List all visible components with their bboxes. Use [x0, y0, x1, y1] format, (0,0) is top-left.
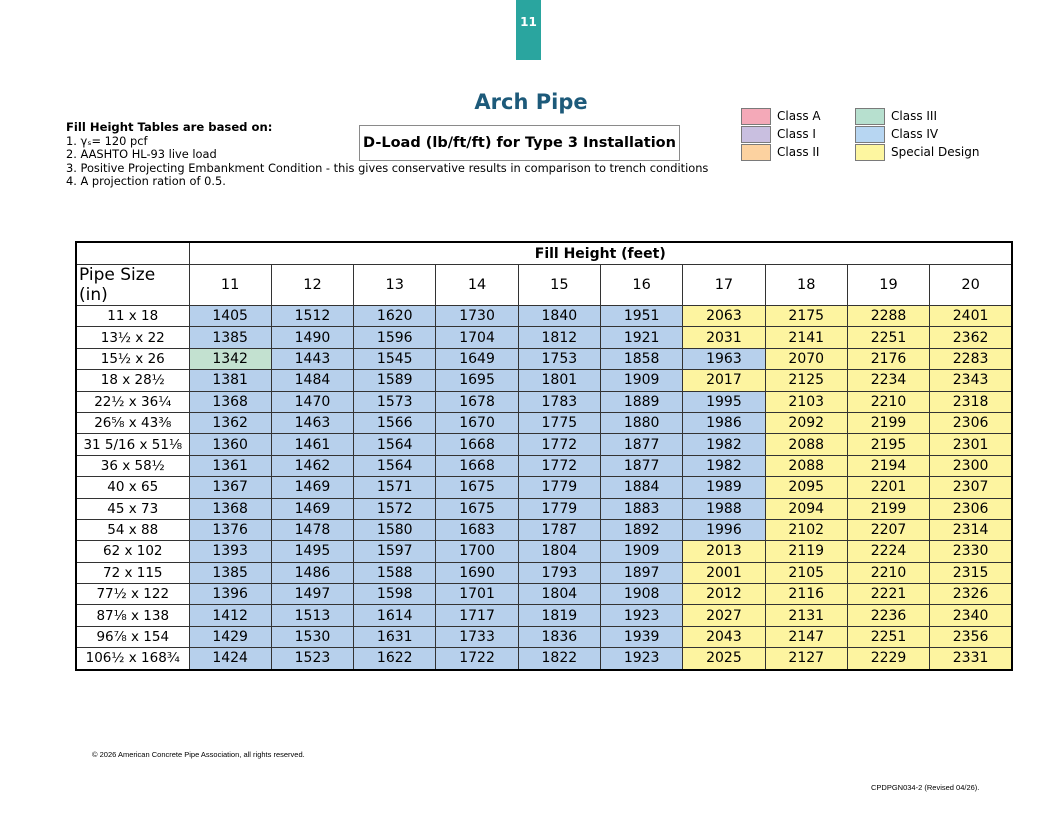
column-header: 15 — [518, 265, 600, 306]
dload-value-cell: 1495 — [271, 541, 353, 562]
legend-swatch — [855, 126, 885, 143]
dload-value-cell: 2326 — [930, 584, 1012, 605]
dload-value-cell: 2176 — [847, 348, 929, 369]
dload-value-cell: 1678 — [436, 391, 518, 412]
dload-value-cell: 2105 — [765, 562, 847, 583]
dload-value-cell: 2330 — [930, 541, 1012, 562]
dload-value-cell: 1892 — [600, 519, 682, 540]
dload-value-cell: 1631 — [354, 626, 436, 647]
dload-value-cell: 1362 — [189, 412, 271, 433]
dload-value-cell: 1939 — [600, 626, 682, 647]
pipe-size-cell: 31 5/16 x 51⅛ — [76, 434, 189, 455]
dload-value-cell: 1877 — [600, 434, 682, 455]
dload-value-cell: 1675 — [436, 498, 518, 519]
dload-value-cell: 2195 — [847, 434, 929, 455]
dload-value-cell: 1396 — [189, 584, 271, 605]
table-row — [76, 519, 1012, 540]
dload-value-cell: 1787 — [518, 519, 600, 540]
dload-value-cell: 1819 — [518, 605, 600, 626]
dload-value-cell: 2175 — [765, 306, 847, 327]
dload-value-cell: 1580 — [354, 519, 436, 540]
dload-value-cell: 1622 — [354, 648, 436, 670]
dload-value-cell: 2210 — [847, 391, 929, 412]
dload-value-cell: 1772 — [518, 434, 600, 455]
table-row — [76, 648, 1012, 670]
legend-swatch — [741, 108, 771, 125]
dload-value-cell: 1463 — [271, 412, 353, 433]
dload-value-cell: 2116 — [765, 584, 847, 605]
dload-value-cell: 1951 — [600, 306, 682, 327]
copyright-footer: © 2026 American Concrete Pipe Association, all rights reserved. — [92, 750, 305, 759]
dload-value-cell: 2300 — [930, 455, 1012, 476]
dload-value-cell: 1753 — [518, 348, 600, 369]
dload-value-cell: 2331 — [930, 648, 1012, 670]
dload-value-cell: 1775 — [518, 412, 600, 433]
dload-value-cell: 2025 — [683, 648, 765, 670]
dload-value-cell: 1376 — [189, 519, 271, 540]
column-header: 17 — [683, 265, 765, 306]
dload-value-cell: 2288 — [847, 306, 929, 327]
dload-value-cell: 2103 — [765, 391, 847, 412]
note-item: 4. A projection ration of 0.5. — [66, 173, 226, 188]
table-row — [76, 498, 1012, 519]
dload-value-cell: 1670 — [436, 412, 518, 433]
dload-value-cell: 1412 — [189, 605, 271, 626]
dload-value-cell: 1564 — [354, 434, 436, 455]
dload-value-cell: 1649 — [436, 348, 518, 369]
dload-value-cell: 1443 — [271, 348, 353, 369]
table-row — [76, 348, 1012, 369]
dload-value-cell: 2283 — [930, 348, 1012, 369]
dload-value-cell: 1683 — [436, 519, 518, 540]
legend-swatch — [855, 144, 885, 161]
dload-value-cell: 1342 — [189, 348, 271, 369]
dload-value-cell: 2236 — [847, 605, 929, 626]
dload-value-cell: 1908 — [600, 584, 682, 605]
dload-value-cell: 2318 — [930, 391, 1012, 412]
dload-value-cell: 1923 — [600, 605, 682, 626]
dload-value-cell: 1393 — [189, 541, 271, 562]
dload-value-cell: 2017 — [683, 370, 765, 391]
dload-value-cell: 2147 — [765, 626, 847, 647]
pipe-size-cell: 15½ x 26 — [76, 348, 189, 369]
dload-value-cell: 2306 — [930, 498, 1012, 519]
dload-value-cell: 2131 — [765, 605, 847, 626]
legend-swatch — [741, 144, 771, 161]
pipe-size-cell: 96⅞ x 154 — [76, 626, 189, 647]
dload-value-cell: 1513 — [271, 605, 353, 626]
pipe-size-cell: 87⅛ x 138 — [76, 605, 189, 626]
dload-value-cell: 2119 — [765, 541, 847, 562]
dload-value-cell: 1700 — [436, 541, 518, 562]
table-row — [76, 455, 1012, 476]
dload-value-cell: 2251 — [847, 327, 929, 348]
dload-value-cell: 2092 — [765, 412, 847, 433]
pipe-size-cell: 22½ x 36¼ — [76, 391, 189, 412]
dload-value-cell: 1385 — [189, 562, 271, 583]
dload-value-cell: 1668 — [436, 455, 518, 476]
column-header: 18 — [765, 265, 847, 306]
dload-value-cell: 1361 — [189, 455, 271, 476]
dload-value-cell: 1360 — [189, 434, 271, 455]
legend-label: Class I — [777, 127, 816, 141]
dload-value-cell: 2314 — [930, 519, 1012, 540]
dload-value-cell: 2127 — [765, 648, 847, 670]
dload-value-cell: 1982 — [683, 434, 765, 455]
dload-value-cell: 1883 — [600, 498, 682, 519]
dload-value-cell: 1530 — [271, 626, 353, 647]
dload-value-cell: 1572 — [354, 498, 436, 519]
dload-value-cell: 1909 — [600, 541, 682, 562]
dload-value-cell: 1469 — [271, 498, 353, 519]
dload-value-cell: 1722 — [436, 648, 518, 670]
dload-value-cell: 2063 — [683, 306, 765, 327]
column-header: 16 — [600, 265, 682, 306]
dload-value-cell: 2102 — [765, 519, 847, 540]
legend-label: Special Design — [891, 145, 980, 159]
dload-value-cell: 1858 — [600, 348, 682, 369]
dload-value-cell: 1989 — [683, 477, 765, 498]
dload-value-cell: 1614 — [354, 605, 436, 626]
dload-value-cell: 1988 — [683, 498, 765, 519]
pipe-size-cell: 77½ x 122 — [76, 584, 189, 605]
column-header: 12 — [271, 265, 353, 306]
dload-value-cell: 1589 — [354, 370, 436, 391]
dload-value-cell: 1822 — [518, 648, 600, 670]
dload-value-cell: 1597 — [354, 541, 436, 562]
dload-value-cell: 1490 — [271, 327, 353, 348]
legend-swatch — [741, 126, 771, 143]
dload-value-cell: 1840 — [518, 306, 600, 327]
table-row — [76, 562, 1012, 583]
table-row — [76, 306, 1012, 327]
dload-value-cell: 1877 — [600, 455, 682, 476]
dload-value-cell: 1909 — [600, 370, 682, 391]
dload-value-cell: 1793 — [518, 562, 600, 583]
dload-value-cell: 2343 — [930, 370, 1012, 391]
dload-value-cell: 2043 — [683, 626, 765, 647]
dload-value-cell: 1668 — [436, 434, 518, 455]
pipe-size-cell: 62 x 102 — [76, 541, 189, 562]
dload-value-cell: 1470 — [271, 391, 353, 412]
table-row — [76, 605, 1012, 626]
dload-value-cell: 1779 — [518, 477, 600, 498]
table-group-header-row — [76, 242, 1012, 265]
dload-value-cell: 1462 — [271, 455, 353, 476]
class-legend — [741, 108, 1001, 164]
table-row — [76, 412, 1012, 433]
note-item: 1. γₛ= 120 pcf — [66, 134, 148, 149]
legend-label: Class III — [891, 109, 938, 123]
dload-value-cell: 1429 — [189, 626, 271, 647]
dload-value-cell: 1566 — [354, 412, 436, 433]
dload-value-cell: 1717 — [436, 605, 518, 626]
dload-value-cell: 1880 — [600, 412, 682, 433]
dload-value-cell: 1801 — [518, 370, 600, 391]
dload-value-cell: 1381 — [189, 370, 271, 391]
table-row — [76, 477, 1012, 498]
dload-value-cell: 2194 — [847, 455, 929, 476]
dload-value-cell: 2070 — [765, 348, 847, 369]
dload-value-cell: 1836 — [518, 626, 600, 647]
dload-value-cell: 1695 — [436, 370, 518, 391]
dload-value-cell: 1512 — [271, 306, 353, 327]
dload-value-cell: 2095 — [765, 477, 847, 498]
dload-value-cell: 1564 — [354, 455, 436, 476]
pipe-size-cell: 26⅝ x 43⅜ — [76, 412, 189, 433]
dload-value-cell: 1368 — [189, 498, 271, 519]
dload-value-cell: 1704 — [436, 327, 518, 348]
pipe-size-header: Pipe Size (in) — [76, 265, 189, 306]
dload-value-cell: 2201 — [847, 477, 929, 498]
legend-label: Class A — [777, 109, 821, 123]
pipe-size-cell: 106½ x 168¾ — [76, 648, 189, 670]
column-header: 20 — [930, 265, 1012, 306]
table-row — [76, 584, 1012, 605]
dload-value-cell: 1812 — [518, 327, 600, 348]
dload-value-cell: 2229 — [847, 648, 929, 670]
dload-value-cell: 1523 — [271, 648, 353, 670]
pipe-size-cell: 54 x 88 — [76, 519, 189, 540]
dload-value-cell: 2210 — [847, 562, 929, 583]
legend-label: Class IV — [891, 127, 939, 141]
dload-value-cell: 1995 — [683, 391, 765, 412]
dload-value-cell: 2234 — [847, 370, 929, 391]
legend-label: Class II — [777, 145, 820, 159]
dload-value-cell: 1571 — [354, 477, 436, 498]
dload-value-cell: 1385 — [189, 327, 271, 348]
column-header: 13 — [354, 265, 436, 306]
dload-value-cell: 1545 — [354, 348, 436, 369]
notes-heading: Fill Height Tables are based on: — [66, 120, 273, 134]
table-row — [76, 391, 1012, 412]
dload-value-cell: 2012 — [683, 584, 765, 605]
dload-value-cell: 1982 — [683, 455, 765, 476]
dload-value-cell: 1923 — [600, 648, 682, 670]
dload-value-cell: 2088 — [765, 455, 847, 476]
dload-value-cell: 2141 — [765, 327, 847, 348]
dload-value-cell: 2224 — [847, 541, 929, 562]
dload-value-cell: 1484 — [271, 370, 353, 391]
dload-value-cell: 1690 — [436, 562, 518, 583]
dload-value-cell: 1675 — [436, 477, 518, 498]
dload-value-cell: 2221 — [847, 584, 929, 605]
dload-value-cell: 1620 — [354, 306, 436, 327]
dload-value-cell: 2125 — [765, 370, 847, 391]
dload-value-cell: 1598 — [354, 584, 436, 605]
fill-height-header: Fill Height (feet) — [189, 242, 1012, 265]
dload-label-box: D-Load (lb/ft/ft) for Type 3 Installation — [359, 125, 680, 161]
dload-value-cell: 1921 — [600, 327, 682, 348]
dload-value-cell: 2001 — [683, 562, 765, 583]
dload-value-cell: 1596 — [354, 327, 436, 348]
pipe-size-cell: 11 x 18 — [76, 306, 189, 327]
dload-value-cell: 2356 — [930, 626, 1012, 647]
dload-value-cell: 1573 — [354, 391, 436, 412]
dload-value-cell: 1733 — [436, 626, 518, 647]
dload-value-cell: 1588 — [354, 562, 436, 583]
dload-value-cell: 1804 — [518, 541, 600, 562]
column-header: 14 — [436, 265, 518, 306]
dload-value-cell: 2013 — [683, 541, 765, 562]
dload-value-cell: 1497 — [271, 584, 353, 605]
note-item: 3. Positive Projecting Embankment Condition - this gives conservative results in comparison to trench conditions — [66, 160, 709, 175]
dload-value-cell: 1701 — [436, 584, 518, 605]
dload-value-cell: 2199 — [847, 412, 929, 433]
table-row — [76, 541, 1012, 562]
dload-value-cell: 2094 — [765, 498, 847, 519]
dload-value-cell: 2251 — [847, 626, 929, 647]
dload-value-cell: 1963 — [683, 348, 765, 369]
note-item: 2. AASHTO HL-93 live load — [66, 147, 217, 162]
dload-value-cell: 1469 — [271, 477, 353, 498]
dload-value-cell: 1986 — [683, 412, 765, 433]
dload-value-cell: 1405 — [189, 306, 271, 327]
dload-value-cell: 1889 — [600, 391, 682, 412]
dload-value-cell: 1486 — [271, 562, 353, 583]
dload-value-cell: 1367 — [189, 477, 271, 498]
dload-value-cell: 2340 — [930, 605, 1012, 626]
page-title: Arch Pipe — [474, 90, 588, 114]
dload-value-cell: 1478 — [271, 519, 353, 540]
table-row — [76, 370, 1012, 391]
dload-value-cell: 2088 — [765, 434, 847, 455]
table-row — [76, 327, 1012, 348]
dload-value-cell: 2315 — [930, 562, 1012, 583]
dload-value-cell: 2207 — [847, 519, 929, 540]
pipe-size-cell: 72 x 115 — [76, 562, 189, 583]
pipe-size-cell: 40 x 65 — [76, 477, 189, 498]
dload-value-cell: 1424 — [189, 648, 271, 670]
dload-value-cell: 1368 — [189, 391, 271, 412]
dload-value-cell: 1996 — [683, 519, 765, 540]
dload-value-cell: 2306 — [930, 412, 1012, 433]
dload-value-cell: 2307 — [930, 477, 1012, 498]
table-row — [76, 434, 1012, 455]
dload-value-cell: 2027 — [683, 605, 765, 626]
pipe-size-cell: 45 x 73 — [76, 498, 189, 519]
dload-value-cell: 1779 — [518, 498, 600, 519]
column-header: 19 — [847, 265, 929, 306]
dload-value-cell: 1884 — [600, 477, 682, 498]
dload-value-cell: 1730 — [436, 306, 518, 327]
legend-swatch — [855, 108, 885, 125]
dload-value-cell: 2199 — [847, 498, 929, 519]
fill-height-table — [75, 241, 1013, 671]
pipe-size-cell: 13½ x 22 — [76, 327, 189, 348]
table-row — [76, 626, 1012, 647]
dload-value-cell: 1772 — [518, 455, 600, 476]
dload-value-cell: 2301 — [930, 434, 1012, 455]
dload-value-cell: 2031 — [683, 327, 765, 348]
dload-value-cell: 1783 — [518, 391, 600, 412]
table-corner-cell — [76, 242, 189, 265]
document-id: CPDPGN034-2 (Revised 04/26). — [871, 783, 980, 792]
dload-value-cell: 1461 — [271, 434, 353, 455]
table-header-row — [76, 265, 1012, 306]
pipe-size-cell: 18 x 28½ — [76, 370, 189, 391]
dload-value-cell: 2401 — [930, 306, 1012, 327]
dload-value-cell: 2362 — [930, 327, 1012, 348]
page-number-tab: 11 — [516, 0, 541, 60]
column-header: 11 — [189, 265, 271, 306]
dload-value-cell: 1804 — [518, 584, 600, 605]
dload-value-cell: 1897 — [600, 562, 682, 583]
pipe-size-cell: 36 x 58½ — [76, 455, 189, 476]
